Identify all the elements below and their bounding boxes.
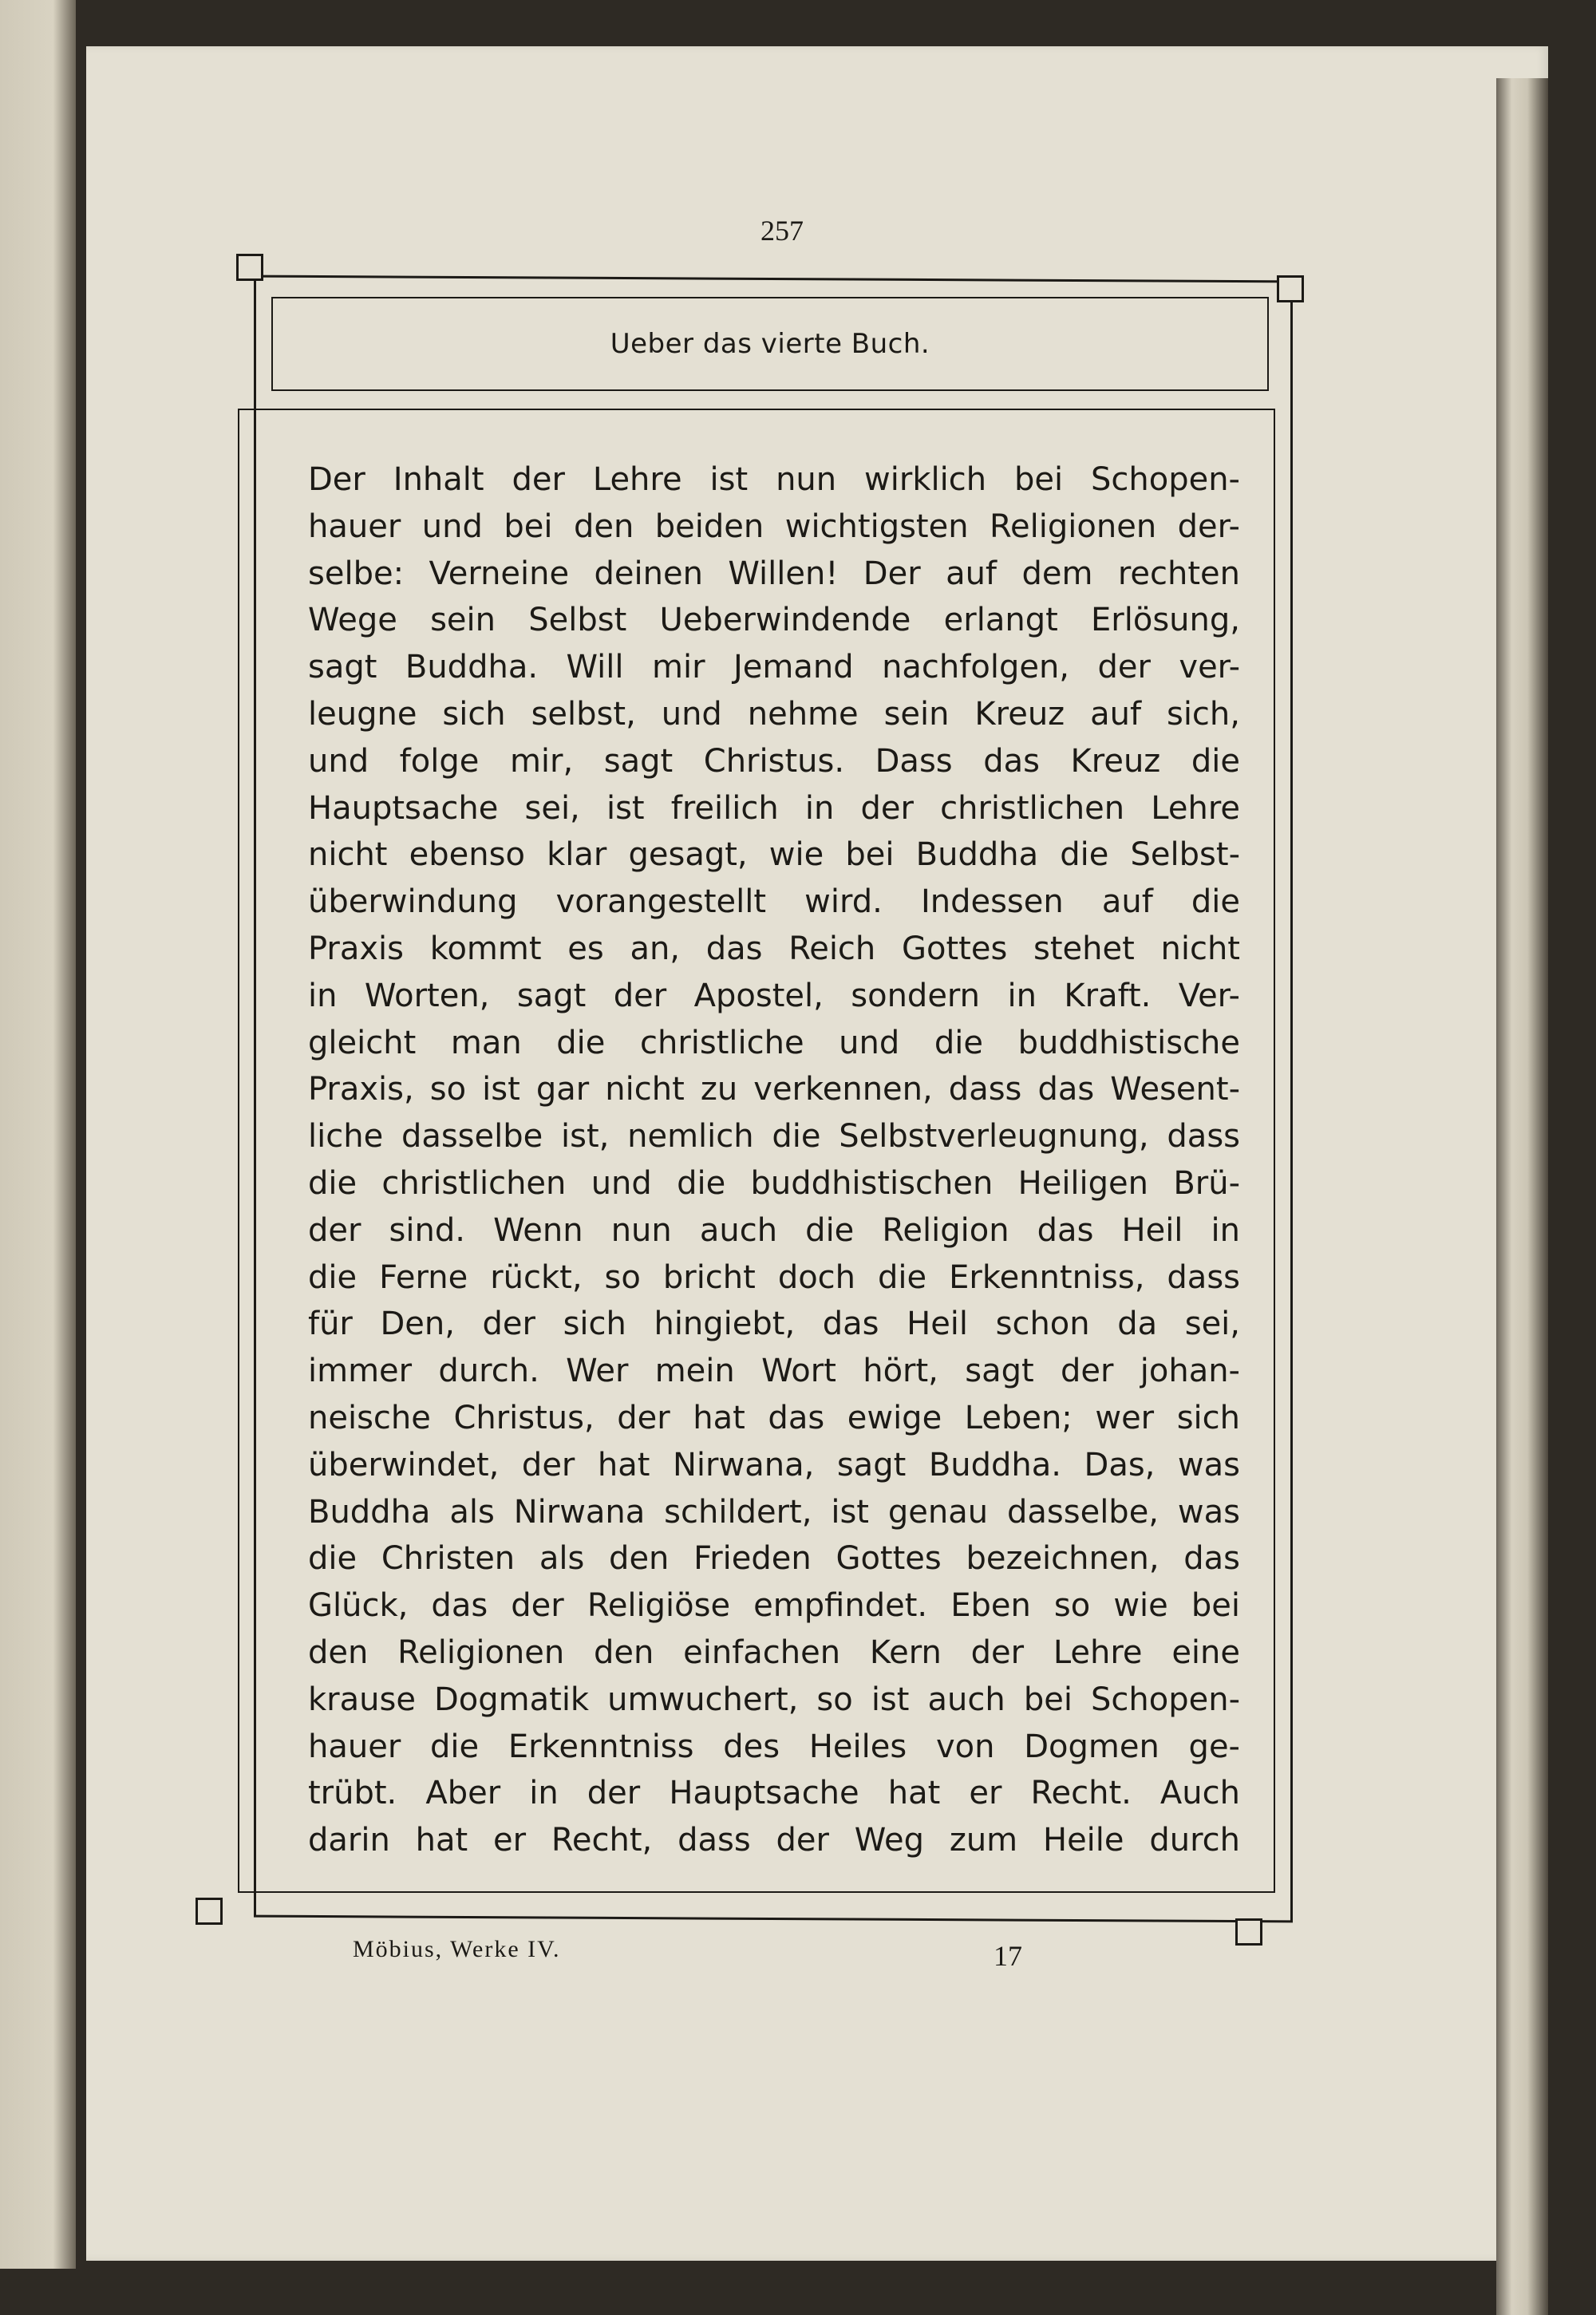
body-line: krause Dogmatik umwuchert, so ist auch bei Schopen- bbox=[308, 1681, 1240, 1718]
body-line: der sind. Wenn nun auch die Religion das Heil in bbox=[308, 1211, 1240, 1249]
body-line: darin hat er Recht, dass der Weg zum Heile durch bbox=[308, 1822, 1240, 1859]
body-line: Der Inhalt der Lehre ist nun wirklich bei Schopen- bbox=[308, 461, 1240, 498]
body-line: Buddha als Nirwana schildert, ist genau dasselbe, was bbox=[308, 1493, 1240, 1531]
body-line: überwindet, der hat Nirwana, sagt Buddha. Das, was bbox=[308, 1446, 1240, 1483]
corner-ornament-top-left bbox=[236, 254, 263, 281]
footer-signature: Möbius, Werke IV. bbox=[353, 1936, 561, 1962]
body-line: Praxis kommt es an, das Reich Gottes stehet nicht bbox=[308, 930, 1240, 967]
body-line: Hauptsache sei, ist freilich in der christlichen Lehre bbox=[308, 789, 1240, 827]
body-line: gleicht man die christliche und die buddhistische bbox=[308, 1024, 1240, 1061]
body-line: für Den, der sich hingiebt, das Heil schon da sei, bbox=[308, 1306, 1240, 1343]
body-line: und folge mir, sagt Christus. Dass das Kreuz die bbox=[308, 742, 1240, 780]
corner-ornament-top-right bbox=[1277, 275, 1304, 302]
page-stack-edge bbox=[1496, 78, 1548, 2315]
body-line: neische Christus, der hat das ewige Leben; wer sich bbox=[308, 1399, 1240, 1436]
body-line: nicht ebenso klar gesagt, wie bei Buddha die Selbst- bbox=[308, 836, 1240, 874]
body-line: immer durch. Wer mein Wort hört, sagt der johan- bbox=[308, 1353, 1240, 1390]
body-line: selbe: Verneine deinen Willen! Der auf dem rechten bbox=[308, 555, 1240, 592]
body-line: die Christen als den Frieden Gottes bezeichnen, das bbox=[308, 1540, 1240, 1578]
body-line: Praxis, so ist gar nicht zu verkennen, dass das Wesent- bbox=[308, 1071, 1240, 1108]
running-title: Ueber das vierte Buch. bbox=[610, 328, 930, 360]
body-line: Wege sein Selbst Ueberwindende erlangt Erlösung, bbox=[308, 602, 1240, 639]
body-line: Glück, das der Religiöse empfindet. Eben so wie bei bbox=[308, 1587, 1240, 1625]
body-line: leugne sich selbst, und nehme sein Kreuz auf sich, bbox=[308, 695, 1240, 733]
running-title-box bbox=[271, 297, 1269, 391]
body-text-box bbox=[238, 409, 1275, 1893]
inner-frame bbox=[271, 297, 1269, 1893]
body-line: sagt Buddha. Will mir Jemand nachfolgen, der ver- bbox=[308, 649, 1240, 686]
body-line: die Ferne rückt, so bricht doch die Erkenntniss, dass bbox=[308, 1258, 1240, 1296]
corner-ornament-bottom-left bbox=[196, 1898, 223, 1925]
page-number: 257 bbox=[760, 215, 804, 247]
body-line: in Worten, sagt der Apostel, sondern in Kraft. Ver- bbox=[308, 977, 1240, 1014]
body-line: hauer die Erkenntniss des Heiles von Dogmen ge- bbox=[308, 1728, 1240, 1765]
body-line: hauer und bei den beiden wichtigsten Religionen der- bbox=[308, 508, 1240, 545]
body-line: trübt. Aber in der Hauptsache hat er Recht. Auch bbox=[308, 1775, 1240, 1812]
body-line: den Religionen den einfachen Kern der Lehre eine bbox=[308, 1634, 1240, 1671]
left-page-edge bbox=[0, 0, 76, 2269]
corner-ornament-bottom-right bbox=[1235, 1918, 1262, 1946]
body-line: überwindung vorangestellt wird. Indessen auf die bbox=[308, 883, 1240, 921]
footer-sheet-number: 17 bbox=[994, 1940, 1022, 1972]
body-line: die christlichen und die buddhistischen Heiligen Brü- bbox=[308, 1164, 1240, 1202]
body-line: liche dasselbe ist, nemlich die Selbstverleugnung, dass bbox=[308, 1118, 1240, 1156]
